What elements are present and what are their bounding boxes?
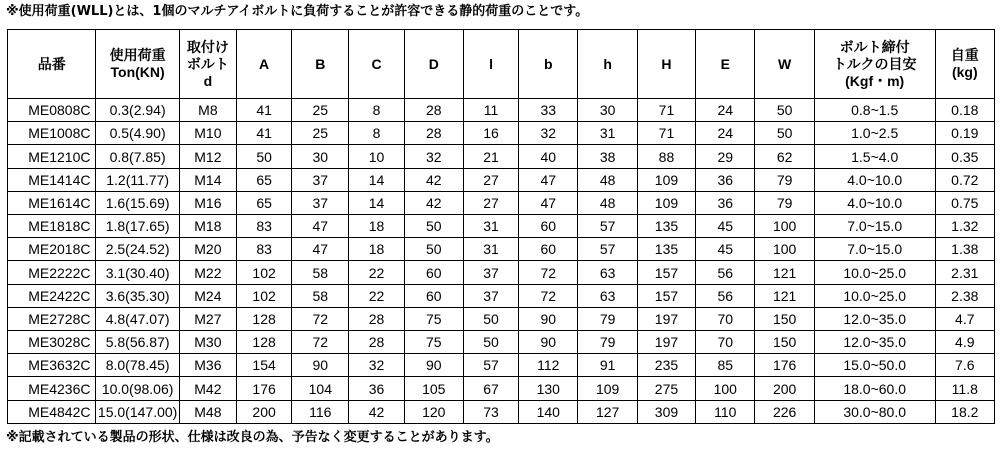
table-cell: 21 (463, 145, 518, 168)
table-cell: M18 (179, 215, 236, 238)
table-cell: 157 (637, 261, 695, 284)
table-cell: 3.1(30.40) (96, 261, 179, 284)
table-cell: 22 (349, 284, 404, 307)
product-code-cell: ME0808C (8, 99, 96, 122)
product-code-cell: ME4842C (8, 400, 96, 423)
table-cell: 79 (578, 331, 637, 354)
table-cell: M30 (179, 331, 236, 354)
table-cell: 50 (463, 307, 518, 330)
table-cell: 1.32 (935, 215, 994, 238)
table-cell: 72 (519, 261, 578, 284)
table-cell: 28 (349, 307, 404, 330)
table-cell: 4.0~10.0 (814, 168, 935, 191)
table-cell: 63 (578, 261, 637, 284)
table-cell: 11.8 (935, 377, 994, 400)
table-cell: 38 (578, 145, 637, 168)
table-cell: 31 (463, 215, 518, 238)
table-cell: 12.0~35.0 (814, 307, 935, 330)
table-cell: 42 (349, 400, 404, 423)
table-cell: 70 (696, 331, 755, 354)
table-cell: 8 (349, 122, 404, 145)
table-cell: 67 (463, 377, 518, 400)
table-cell: 4.9 (935, 331, 994, 354)
table-cell: 0.35 (935, 145, 994, 168)
table-cell: M12 (179, 145, 236, 168)
product-code-cell: ME1210C (8, 145, 96, 168)
table-cell: 0.19 (935, 122, 994, 145)
table-row (8, 400, 995, 423)
table-cell: 42 (404, 168, 463, 191)
table-cell: 47 (519, 191, 578, 214)
table-cell: 36 (349, 377, 404, 400)
table-cell: 3.6(35.30) (96, 284, 179, 307)
table-cell: 100 (755, 215, 814, 238)
table-cell: 72 (292, 307, 349, 330)
table-cell: M14 (179, 168, 236, 191)
table-cell: 5.8(56.87) (96, 331, 179, 354)
table-cell: 120 (404, 400, 463, 423)
table-cell: 28 (349, 331, 404, 354)
table-cell: 127 (578, 400, 637, 423)
column-header: 品番 (8, 30, 96, 99)
table-cell: 75 (404, 307, 463, 330)
table-row (8, 261, 995, 284)
table-cell: 29 (696, 145, 755, 168)
table-cell: 24 (696, 122, 755, 145)
table-cell: 57 (578, 215, 637, 238)
column-header: 自重 (kg) (935, 30, 994, 99)
column-header: D (404, 30, 463, 99)
table-row (8, 354, 995, 377)
table-cell: M16 (179, 191, 236, 214)
column-header: 使用荷重 Ton(KN) (96, 30, 179, 99)
table-cell: 79 (755, 191, 814, 214)
table-cell: 105 (404, 377, 463, 400)
table-cell: 130 (519, 377, 578, 400)
table-cell: 57 (463, 354, 518, 377)
table-cell: 104 (292, 377, 349, 400)
table-cell: 15.0(147.00) (96, 400, 179, 423)
table-cell: 32 (519, 122, 578, 145)
table-cell: 32 (404, 145, 463, 168)
table-cell: 1.5~4.0 (814, 145, 935, 168)
table-cell: 112 (519, 354, 578, 377)
column-header: E (696, 30, 755, 99)
column-header: C (349, 30, 404, 99)
table-cell: 72 (519, 284, 578, 307)
product-code-cell: ME1818C (8, 215, 96, 238)
table-row (8, 238, 995, 261)
product-code-cell: ME1008C (8, 122, 96, 145)
table-cell: 10 (349, 145, 404, 168)
table-cell: 18 (349, 238, 404, 261)
product-code-cell: ME1414C (8, 168, 96, 191)
table-cell: 140 (519, 400, 578, 423)
table-cell: M48 (179, 400, 236, 423)
table-cell: 1.8(17.65) (96, 215, 179, 238)
table-cell: 33 (519, 99, 578, 122)
product-code-cell: ME2422C (8, 284, 96, 307)
table-cell: 36 (696, 191, 755, 214)
table-cell: 14 (349, 191, 404, 214)
product-code-cell: ME2222C (8, 261, 96, 284)
table-row (8, 331, 995, 354)
table-cell: 197 (637, 307, 695, 330)
table-cell: 88 (637, 145, 695, 168)
table-cell: 27 (463, 168, 518, 191)
table-cell: 7.0~15.0 (814, 215, 935, 238)
table-cell: 45 (696, 215, 755, 238)
table-cell: 71 (637, 99, 695, 122)
table-cell: 63 (578, 284, 637, 307)
spec-table (7, 29, 995, 424)
table-row (8, 377, 995, 400)
table-cell: 25 (292, 122, 349, 145)
table-cell: 60 (519, 215, 578, 238)
table-cell: 16 (463, 122, 518, 145)
table-cell: M8 (179, 99, 236, 122)
table-cell: 1.2(11.77) (96, 168, 179, 191)
table-row (8, 168, 995, 191)
table-cell: 109 (637, 191, 695, 214)
table-cell: M22 (179, 261, 236, 284)
table-cell: 0.3(2.94) (96, 99, 179, 122)
table-cell: 14 (349, 168, 404, 191)
table-cell: 50 (404, 215, 463, 238)
table-cell: 10.0(98.06) (96, 377, 179, 400)
table-cell: 85 (696, 354, 755, 377)
table-cell: 31 (463, 238, 518, 261)
table-cell: 90 (404, 354, 463, 377)
table-cell: 48 (578, 191, 637, 214)
table-cell: 50 (755, 99, 814, 122)
table-cell: 37 (463, 284, 518, 307)
table-cell: 0.18 (935, 99, 994, 122)
table-cell: 79 (578, 307, 637, 330)
table-cell: 60 (404, 261, 463, 284)
table-cell: 37 (292, 191, 349, 214)
table-cell: 12.0~35.0 (814, 331, 935, 354)
table-cell: 36 (696, 168, 755, 191)
table-cell: 10.0~25.0 (814, 284, 935, 307)
table-cell: 154 (237, 354, 292, 377)
table-cell: 0.8(7.85) (96, 145, 179, 168)
table-cell: 109 (637, 168, 695, 191)
column-header: ボルト締付 トルクの目安 (Kgf・m) (814, 30, 935, 99)
product-code-cell: ME2018C (8, 238, 96, 261)
table-cell: 4.7 (935, 307, 994, 330)
table-cell: 30 (578, 99, 637, 122)
table-cell: 18.2 (935, 400, 994, 423)
column-header: B (292, 30, 349, 99)
table-cell: 2.5(24.52) (96, 238, 179, 261)
table-row (8, 307, 995, 330)
table-cell: 41 (237, 99, 292, 122)
table-cell: 128 (237, 307, 292, 330)
table-cell: 157 (637, 284, 695, 307)
table-cell: 150 (755, 331, 814, 354)
product-code-cell: ME1614C (8, 191, 96, 214)
table-cell: 116 (292, 400, 349, 423)
table-cell: 58 (292, 284, 349, 307)
table-cell: 65 (237, 168, 292, 191)
table-row (8, 284, 995, 307)
column-header: 取付け ボルト d (179, 30, 236, 99)
table-cell: 0.5(4.90) (96, 122, 179, 145)
table-cell: 1.38 (935, 238, 994, 261)
table-cell: 18 (349, 215, 404, 238)
column-header: H (637, 30, 695, 99)
table-cell: 2.38 (935, 284, 994, 307)
table-cell: 197 (637, 331, 695, 354)
table-cell: 235 (637, 354, 695, 377)
table-cell: 1.6(15.69) (96, 191, 179, 214)
table-cell: 8 (349, 99, 404, 122)
table-cell: 60 (519, 238, 578, 261)
table-cell: 0.75 (935, 191, 994, 214)
product-code-cell: ME4236C (8, 377, 96, 400)
table-cell: 200 (755, 377, 814, 400)
table-cell: 75 (404, 331, 463, 354)
column-header: W (755, 30, 814, 99)
table-cell: 90 (519, 307, 578, 330)
table-cell: 31 (578, 122, 637, 145)
table-cell: M42 (179, 377, 236, 400)
disclaimer-note: ※記載されている製品の形状、仕様は改良の為、予告なく変更することがあります。 (6, 430, 499, 445)
table-cell: 50 (755, 122, 814, 145)
table-cell: 226 (755, 400, 814, 423)
table-cell: 47 (292, 238, 349, 261)
table-cell: 128 (237, 331, 292, 354)
table-cell: 102 (237, 284, 292, 307)
table-cell: 45 (696, 238, 755, 261)
table-cell: 47 (519, 168, 578, 191)
wll-note: ※使用荷重(WLL)とは、1個のマルチアイボルトに負荷することが許容できる静的荷重のことです。 (6, 4, 589, 19)
table-cell: 2.31 (935, 261, 994, 284)
table-cell: 135 (637, 238, 695, 261)
table-cell: 27 (463, 191, 518, 214)
table-cell: 62 (755, 145, 814, 168)
table-cell: 275 (637, 377, 695, 400)
table-cell: 56 (696, 261, 755, 284)
table-row (8, 122, 995, 145)
table-row (8, 191, 995, 214)
table-cell: 90 (519, 331, 578, 354)
table-cell: 176 (755, 354, 814, 377)
table-cell: 70 (696, 307, 755, 330)
table-cell: 40 (519, 145, 578, 168)
table-row (8, 215, 995, 238)
column-header: b (519, 30, 578, 99)
table-cell: 79 (755, 168, 814, 191)
table-row (8, 99, 995, 122)
table-cell: 4.0~10.0 (814, 191, 935, 214)
table-cell: 65 (237, 191, 292, 214)
table-cell: 110 (696, 400, 755, 423)
table-cell: 90 (292, 354, 349, 377)
table-cell: M20 (179, 238, 236, 261)
table-cell: 7.0~15.0 (814, 238, 935, 261)
table-cell: 37 (292, 168, 349, 191)
table-cell: 10.0~25.0 (814, 261, 935, 284)
table-cell: 30 (292, 145, 349, 168)
table-cell: 150 (755, 307, 814, 330)
table-cell: 100 (696, 377, 755, 400)
column-header: A (237, 30, 292, 99)
table-cell: M24 (179, 284, 236, 307)
table-cell: 56 (696, 284, 755, 307)
table-cell: 121 (755, 284, 814, 307)
table-cell: M36 (179, 354, 236, 377)
table-cell: 91 (578, 354, 637, 377)
table-cell: 71 (637, 122, 695, 145)
table-cell: 7.6 (935, 354, 994, 377)
table-cell: 50 (404, 238, 463, 261)
table-cell: 100 (755, 238, 814, 261)
table-cell: 121 (755, 261, 814, 284)
table-cell: 50 (237, 145, 292, 168)
product-code-cell: ME3028C (8, 331, 96, 354)
table-cell: 22 (349, 261, 404, 284)
table-cell: 57 (578, 238, 637, 261)
table-cell: 1.0~2.5 (814, 122, 935, 145)
table-header-row (8, 30, 995, 99)
table-cell: 83 (237, 215, 292, 238)
table-cell: M27 (179, 307, 236, 330)
table-cell: 42 (404, 191, 463, 214)
table-cell: 83 (237, 238, 292, 261)
table-cell: 4.8(47.07) (96, 307, 179, 330)
table-cell: 50 (463, 331, 518, 354)
product-code-cell: ME2728C (8, 307, 96, 330)
table-cell: 73 (463, 400, 518, 423)
table-cell: 109 (578, 377, 637, 400)
table-body (8, 99, 995, 424)
table-cell: 28 (404, 99, 463, 122)
table-cell: 102 (237, 261, 292, 284)
table-cell: 200 (237, 400, 292, 423)
table-cell: 25 (292, 99, 349, 122)
table-cell: 60 (404, 284, 463, 307)
table-cell: 32 (349, 354, 404, 377)
table-cell: 24 (696, 99, 755, 122)
column-header: h (578, 30, 637, 99)
table-cell: 41 (237, 122, 292, 145)
table-cell: 8.0(78.45) (96, 354, 179, 377)
table-cell: 30.0~80.0 (814, 400, 935, 423)
column-header: l (463, 30, 518, 99)
table-cell: 48 (578, 168, 637, 191)
table-cell: 0.8~1.5 (814, 99, 935, 122)
table-row (8, 145, 995, 168)
table-cell: 37 (463, 261, 518, 284)
table-cell: 176 (237, 377, 292, 400)
table-cell: 18.0~60.0 (814, 377, 935, 400)
table-cell: 15.0~50.0 (814, 354, 935, 377)
table-cell: 135 (637, 215, 695, 238)
table-cell: 58 (292, 261, 349, 284)
table-cell: 0.72 (935, 168, 994, 191)
table-cell: 11 (463, 99, 518, 122)
table-cell: 28 (404, 122, 463, 145)
table-cell: M10 (179, 122, 236, 145)
table-cell: 309 (637, 400, 695, 423)
table-cell: 47 (292, 215, 349, 238)
product-code-cell: ME3632C (8, 354, 96, 377)
table-cell: 72 (292, 331, 349, 354)
